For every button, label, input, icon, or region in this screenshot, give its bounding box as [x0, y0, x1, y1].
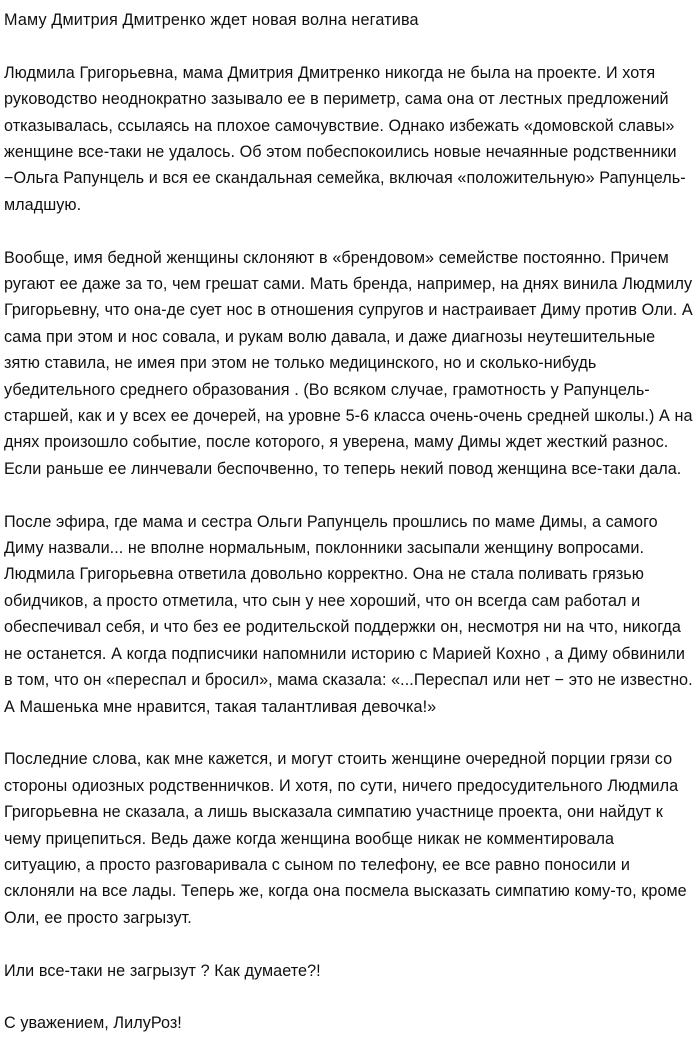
article-paragraph: Людмила Григорьевна, мама Дмитрия Дмитренко никогда не была на проекте. И хотя руководство неоднократно зазывало ее в периметр, сама она от лестных предложений отказывалась, ссылаясь на плохое самочувствие. Однако избежать «домовской славы» женщине все-таки не удалось. Об этом побеспокоились новые нечаянные родственники −Ольга Рапунцель и вся ее скандальная семейка, включая «положительную» Рапунцель-младшую.: [4, 63, 686, 214]
page-title: Маму Дмитрия Дмитренко ждет новая волна негатива: [4, 11, 419, 29]
article-signature: С уважением, ЛилуРоз!: [4, 1014, 182, 1033]
title-body-spacer: [4, 33, 693, 59]
article-paragraph: После эфира, где мама и сестра Ольги Рапунцель прошлись по маме Димы, а самого Диму назвали... не вполне нормальным, поклонники засыпали женщину вопросами. Людмила Григорьевна ответила довольно корректно. Она не стала поливать грязью обидчиков, а просто отметила, что сын у нее хороший, что он всегда сам работал и обеспечивал себя, и что без ее родительской поддержки он, несмотря ни на что, никогда не останется. А когда подписчики напомнили историю с Марией Кохно , а Диму обвинили в том, что он «переспал и бросил», мама сказала: «...Переспал или нет − это не известно. А Машенька мне нравится, такая талантливая девочка!»: [4, 512, 693, 716]
article-paragraph: Вообще, имя бедной женщины склоняют в «брендовом» семействе постоянно. Причем ругают ее даже за то, чем грешат сами. Мать бренда, например, на днях винила Людмилу Григорьевну, что она-де сует нос в отношения супругов и настраивает Диму против Оли. А сама при этом и нос совала, и рукам волю давала, и даже диагнозы неутешительные зятю ставила, не имея при этом не только медицинского, но и сколько-нибудь убедительного среднего образования . (Во всяком случае, грамотность у Рапунцель-старшей, как и у всех ее дочерей, на уровне 5-6 класса очень-очень средней школы.) А на днях произошло событие, после которого, я уверена, маму Димы ждет жесткий разнос. Если раньше ее линчевали беспочвенно, то теперь некий повод женщина все-таки дала.: [4, 248, 693, 478]
article-closing-question: Или все-таки не загрызут ? Как думаете?!: [4, 961, 321, 980]
article-paragraph: Последние слова, как мне кажется, и могут стоить женщине очередной порции грязи со стороны одиозных родственничков. И хотя, по сути, ничего предосудительного Людмила Григорьевна не сказала, а лишь высказала симпатию участнице проекта, они найдут к чему прицепиться. Ведь даже когда женщина вообще никак не комментировала ситуацию, а просто разговаривала с сыном по телефону, ее все равно поносили и склоняли на все лады. Теперь же, когда она посмела высказать симпатию кому-то, кроме Оли, ее просто загрызут.: [4, 750, 687, 927]
article-body: [4, 60, 693, 1037]
